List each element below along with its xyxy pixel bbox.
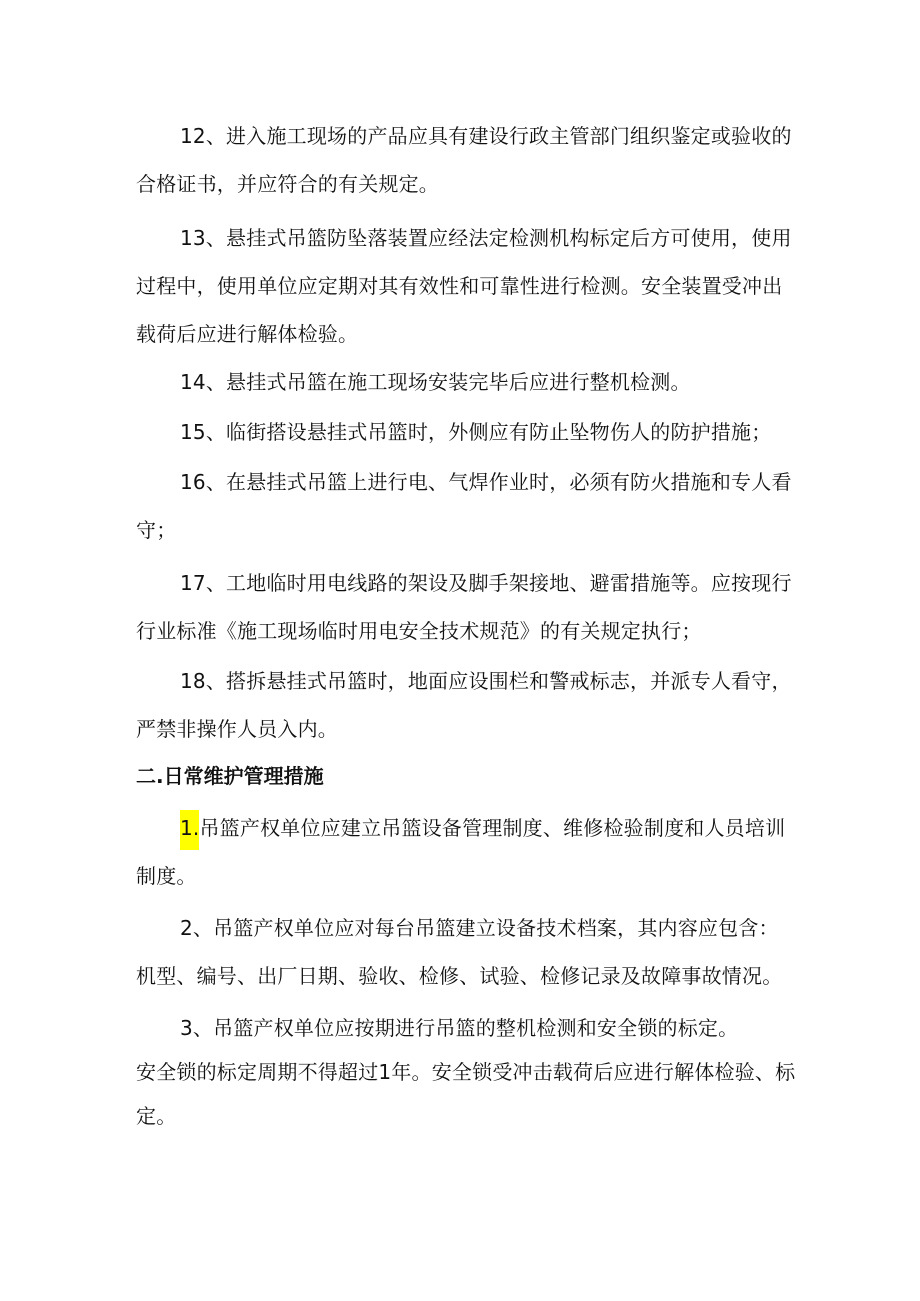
paragraph-line: 过程中，使用单位应定期对其有效性和可靠性进行检测。安全装置受冲出	[136, 274, 783, 298]
section-heading: 二.日常维护管理措施	[136, 764, 324, 788]
paragraph-measure-3	[136, 1006, 796, 1138]
paragraph-line: 18、搭拆悬挂式吊篮时，地面应设围栏和警戒标志，并派专人看守，	[180, 669, 792, 693]
paragraph-line: 守；	[136, 518, 177, 542]
paragraph-16	[136, 458, 791, 554]
paragraph-line: 严禁非操作人员入内。	[136, 717, 338, 741]
paragraph-18	[136, 657, 791, 753]
paragraph-13	[136, 214, 791, 358]
paragraph-line: 机型、编号、出厂日期、验收、检修、试验、检修记录及故障事故情况。	[136, 964, 783, 988]
paragraph-line: 15、临街搭设悬挂式吊篮时，外侧应有防止坠物伤人的防护措施；	[180, 420, 772, 444]
paragraph-measure-2	[136, 904, 791, 1000]
paragraph-line: 合格证书，并应符合的有关规定。	[136, 172, 439, 196]
paragraph-line: 16、在悬挂式吊篮上进行电、气焊作业时，必须有防火措施和专人看	[180, 470, 792, 494]
highlighted-number: 1.	[180, 810, 199, 850]
paragraph-measure-1	[136, 804, 791, 900]
paragraph-line: 安全锁的标定周期不得超过1年。安全锁受冲击载荷后应进行解体检验、标	[136, 1060, 796, 1084]
paragraph-line: 13、悬挂式吊篮防坠落装置应经法定检测机构标定后方可使用，使用	[180, 226, 792, 250]
paragraph-line: 载荷后应进行解体检验。	[136, 322, 359, 346]
paragraph-line: 制度。	[136, 864, 197, 888]
paragraph-17	[136, 559, 791, 655]
paragraph-12	[136, 112, 791, 208]
paragraph-line: 12、进入施工现场的产品应具有建设行政主管部门组织鉴定或验收的	[180, 124, 792, 148]
paragraph-line: 2、吊篮产权单位应对每台吊篮建立设备技术档案，其内容应包含：	[180, 916, 779, 940]
paragraph-line: 3、吊篮产权单位应按期进行吊篮的整机检测和安全锁的标定。	[180, 1016, 739, 1040]
paragraph-15	[136, 408, 791, 456]
paragraph-line: 17、工地临时用电线路的架设及脚手架接地、避雷措施等。应按现行	[180, 571, 792, 595]
paragraph-line: 14、悬挂式吊篮在施工现场安装完毕后应进行整机检测。	[180, 370, 691, 394]
paragraph-line	[136, 804, 791, 852]
paragraph-line: 定。	[136, 1104, 177, 1128]
paragraph-14	[136, 358, 791, 406]
paragraph-text: 吊篮产权单位应建立吊篮设备管理制度、维修检验制度和人员培训	[199, 816, 786, 840]
paragraph-line: 行业标准《施工现场临时用电安全技术规范》的有关规定执行；	[136, 619, 702, 643]
